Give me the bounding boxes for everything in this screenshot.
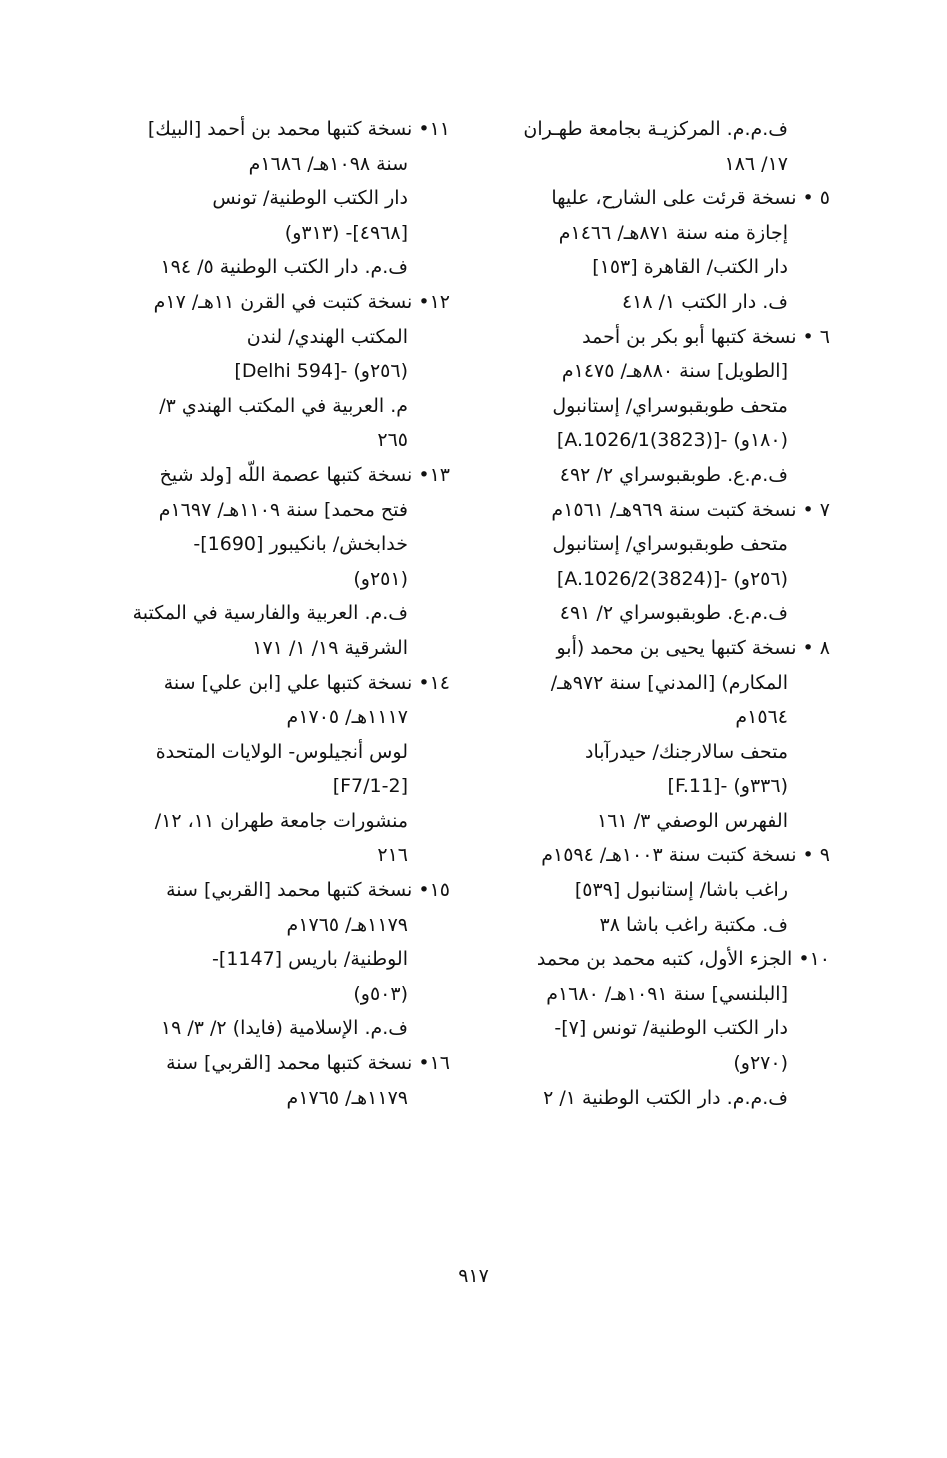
entry-detail-line: [البلنسي] سنة ١٠٩١هـ/ ١٦٨٠م (546, 982, 788, 1005)
entry-detail-line: ف.م.م. المركزيـة بجامعة طهـران (523, 118, 788, 140)
entry-detail-line: [F7/1-2] (332, 775, 408, 798)
page-number: ٩١٧ (458, 1265, 489, 1287)
entry-detail-line: (٥٠٣و) (353, 982, 408, 1005)
entry-heading-line: ١٥• نسخة كتبها محمد [القربي] سنة (166, 879, 450, 902)
entry-detail-line: ١١٧٩هـ/ ١٧٦٥م (286, 1086, 408, 1109)
entry-detail-line: ف.م.ع. طوبقبوسراي ٢/ ٤٩١ (559, 602, 788, 625)
entry-detail-line: منشورات جامعة طهران ١١، ١٢/ (154, 809, 408, 832)
entry-detail-line: سنة ١٠٩٨هـ/ ١٦٨٦م (248, 152, 408, 175)
entry-detail-line: [الطويل] سنة ٨٨٠هـ/ ١٤٧٥م (561, 360, 788, 383)
entry-detail-line: (٢٧٠و) (733, 1052, 788, 1075)
entry-detail-line: راغب باشا/ إستانبول [٥٣٩] (574, 879, 788, 902)
entry-detail-line: الفهرس الوصفي ٣/ ١٦١ (597, 809, 788, 832)
entry-detail-line: (٢٥١و) (353, 567, 408, 590)
entry-detail-line: متحف طوبقبوسراي/ إستانبول (552, 394, 788, 417)
entry-detail-line: ف.م. دار الكتب الوطنية ٥/ ١٩٤ (160, 256, 408, 279)
entry-detail-line: م. العربية في المكتب الهندي ٣/ (159, 394, 408, 417)
entry-detail-line: ١٥٦٤م (735, 706, 788, 729)
entry-heading-line: ٧ • نسخة كتبت سنة ٩٦٩هـ/ ١٥٦١م (551, 498, 830, 521)
entry-detail-line: متحف طوبقبوسراي/ إستانبول (552, 533, 788, 556)
entry-detail-line: ١٧/ ١٨٦ (724, 152, 788, 175)
entry-heading-line: ١٦• نسخة كتبها محمد [القربي] سنة (166, 1052, 450, 1075)
entry-detail-line: ١١٧٩هـ/ ١٧٦٥م (286, 913, 408, 936)
entry-detail-line: ف.م.م. دار الكتب الوطنية ١/ ٢ (543, 1086, 788, 1109)
left-text-column (100, 112, 450, 1115)
entry-detail-line: ف.م. الإسلامية (فايدا) ٢/ ٣/ ١٩ (160, 1017, 408, 1040)
entry-detail-line: ف. دار الكتب ١/ ٤١٨ (621, 290, 788, 313)
entry-detail-line: خدابخش/ بانكيبور [1690]- (193, 533, 408, 556)
entry-heading-line: ١٢• نسخة كتبت في القرن ١١هـ/ ١٧م (153, 290, 450, 313)
entry-detail-line: [٤٩٦٨]- (٣١٣و) (284, 221, 408, 244)
entry-detail-line: الوطنية/ باريس [1147]- (212, 948, 408, 971)
entry-heading-line: ١٠• الجزء الأول، كتبه محمد بن محمد (536, 948, 830, 971)
entry-detail-line: [A.1026/2(3824)]- (٢٥٦و) (556, 567, 788, 590)
entry-detail-line: ف. مكتبة راغب باشا ٣٨ (599, 913, 788, 936)
entry-heading-line: ٥ • نسخة قرئت على الشارح، عليها (551, 187, 830, 210)
entry-heading-line: ١٣• نسخة كتبها عصمة اللّه [ولد شيخ (159, 463, 450, 486)
entry-detail-line: [F.11]- (٣٣٦و) (667, 775, 788, 798)
entry-detail-line: المكتب الهندي/ لندن (246, 325, 408, 348)
entry-detail-line: [Delhi 594]- (٢٥٦و) (234, 360, 408, 383)
entry-heading-line: ٨ • نسخة كتبها يحيى بن محمد (أبو (556, 636, 830, 659)
entry-detail-line: دار الكتب الوطنية/ تونس (212, 187, 408, 210)
entry-detail-line: ٢١٦ (377, 844, 408, 867)
entry-detail-line: لوس أنجيلوس- الولايات المتحدة (155, 740, 408, 763)
entry-detail-line: ف.م. العربية والفارسية في المكتبة (132, 602, 408, 625)
entry-detail-line: دار الكتب الوطنية/ تونس [٧]- (554, 1017, 788, 1040)
entry-detail-line: [A.1026/1(3823)]- (١٨٠و) (556, 429, 788, 452)
entry-detail-line: إجازة منه سنة ٨٧١هـ/ ١٤٦٦م (558, 221, 788, 244)
right-text-column (492, 112, 830, 1115)
entry-detail-line: المكارم) [المدني] سنة ٩٧٢هـ/ (550, 671, 788, 694)
entry-detail-line: الشرقية ١٩/ ١/ ١٧١ (252, 636, 408, 659)
entry-detail-line: دار الكتب/ القاهرة [١٥٣] (592, 256, 788, 279)
entry-heading-line: ٦ • نسخة كتبها أبو بكر بن أحمد (582, 325, 830, 348)
entry-detail-line: متحف سالارجنك/ حيدرآباد (585, 740, 788, 763)
entry-heading-line: ٩ • نسخة كتبت سنة ١٠٠٣هـ/ ١٥٩٤م (541, 844, 830, 867)
entry-heading-line: ١٤• نسخة كتبها علي [ابن علي] سنة (163, 671, 450, 694)
entry-detail-line: ف.م.ع. طوبقبوسراي ٢/ ٤٩٢ (559, 463, 788, 486)
entry-detail-line: فتح محمد] سنة ١١٠٩هـ/ ١٦٩٧م (158, 498, 408, 521)
entry-detail-line: ٢٦٥ (377, 429, 408, 452)
entry-heading-line: ١١• نسخة كتبها محمد بن أحمد [البيك] (147, 118, 450, 140)
entry-detail-line: ١١١٧هـ/ ١٧٠٥م (286, 706, 408, 729)
